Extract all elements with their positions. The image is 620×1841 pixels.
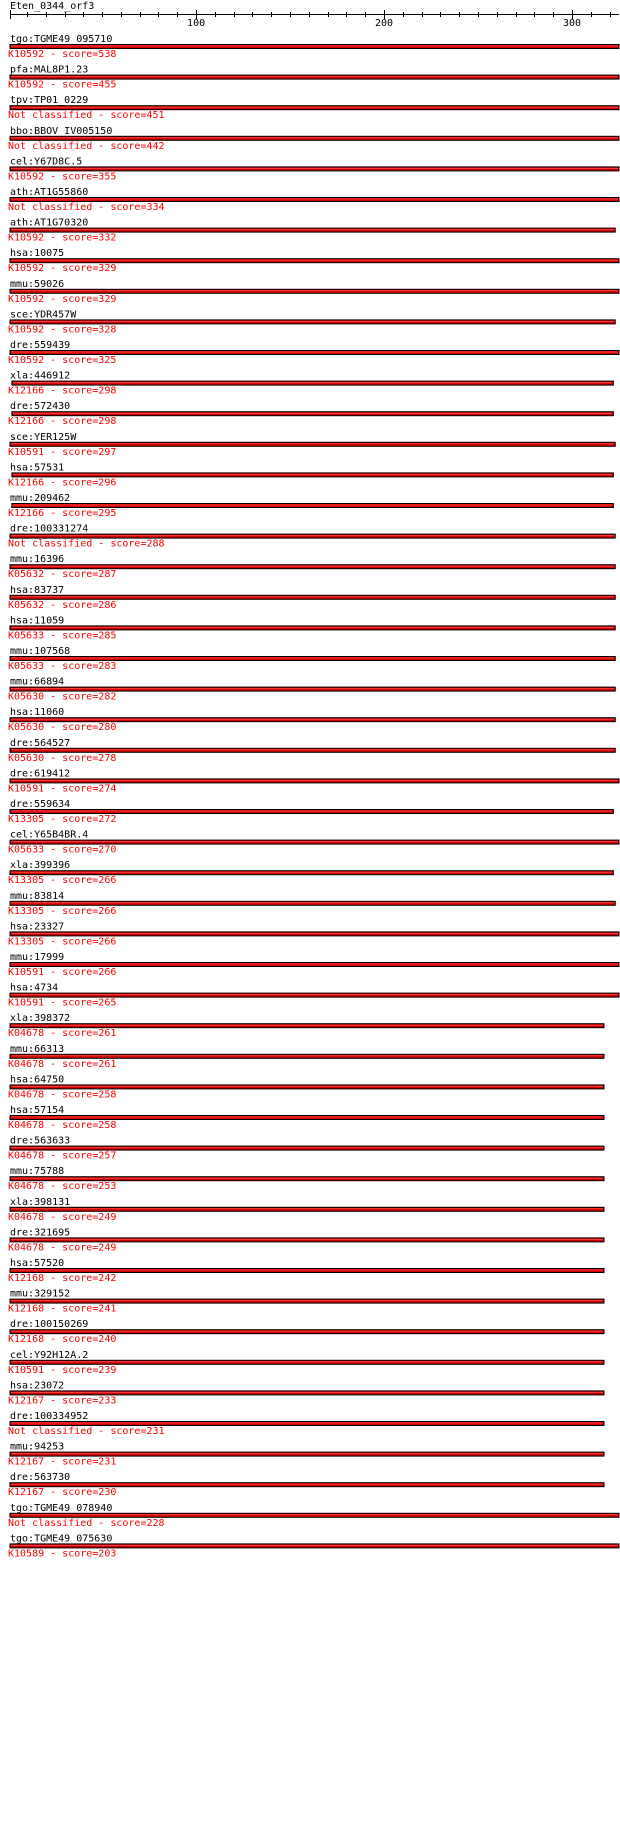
hit-row[interactable] [8,1044,604,1070]
hit-score-label: K12168 - score=242 [8,1273,117,1284]
hit-score-label: K10592 - score=355 [8,171,117,183]
hit-name: hsa:57154 [10,1105,65,1116]
hit-score-label: K10591 - score=266 [8,967,117,978]
hit-score-label: K10592 - score=329 [8,263,117,275]
hit-row[interactable] [8,738,615,764]
hit-row[interactable] [8,126,619,152]
hit-row[interactable] [8,615,615,641]
hit-score-label: K04678 - score=249 [8,1242,117,1254]
hit-name: hsa:57520 [10,1258,65,1269]
hit-name: pfa:MAL8P1.23 [10,64,89,76]
hit-name: mmu:66313 [10,1043,65,1055]
hit-score-label: K12166 - score=295 [8,508,117,519]
hit-score-label: K12166 - score=298 [8,416,117,428]
hit-row[interactable] [8,340,619,366]
hit-name: mmu:75788 [10,1166,65,1178]
hit-score-label: K05630 - score=278 [8,752,117,764]
hit-list [8,34,619,1559]
hit-row[interactable] [8,309,615,335]
hit-score-label: K13305 - score=266 [8,905,117,917]
hit-score-label: K13305 - score=272 [8,814,117,825]
hit-score-label: K04678 - score=258 [8,1089,117,1101]
hit-name: dre:100150269 [10,1319,89,1331]
hit-row[interactable] [8,1442,604,1468]
hit-score-label: K12166 - score=298 [8,385,117,397]
hit-row[interactable] [8,432,615,458]
position-ruler [10,10,619,29]
hit-score-label: K05633 - score=270 [8,844,117,856]
hit-row[interactable] [8,462,613,488]
hit-row[interactable] [8,1227,604,1253]
query-title: Eten_0344_orf3 [10,1,95,12]
hit-score-label: K10592 - score=538 [8,49,117,60]
hit-name: dre:100331274 [10,523,89,535]
hit-row[interactable] [8,1472,604,1498]
hit-row[interactable] [8,952,619,978]
hit-score-label: K12168 - score=241 [8,1303,117,1315]
hit-score-label: K10589 - score=203 [8,1548,117,1560]
hit-score-label: Not classified - score=288 [8,538,165,550]
hit-name: cel:Y92H12A.2 [10,1349,89,1361]
hit-name: xla:398131 [10,1196,71,1208]
hit-name: cel:Y67D8C.5 [10,156,83,168]
hit-name: mmu:66894 [10,676,65,688]
hit-row[interactable] [8,585,615,611]
hit-row[interactable] [8,1289,604,1315]
hit-name: dre:563730 [10,1472,71,1484]
hit-score-label: K12166 - score=296 [8,477,117,489]
hit-name: sce:YER125W [10,431,77,443]
hit-score-label: K05633 - score=283 [8,661,117,672]
hit-score-label: K04678 - score=261 [8,1058,117,1070]
ruler-tick-label: 300 [562,18,582,29]
hit-name: tpv:TP01_0229 [10,95,89,107]
hit-name: hsa:23072 [10,1380,65,1392]
hit-row[interactable] [8,677,615,703]
hit-row[interactable] [8,156,619,182]
hit-score-label: K04678 - score=258 [8,1120,117,1131]
hit-name: xla:446912 [10,370,71,382]
hit-row[interactable] [8,95,619,121]
hit-name: ath:AT1G70320 [10,217,89,229]
hit-row[interactable] [8,1136,604,1162]
hit-score-label: K04678 - score=257 [8,1150,117,1162]
hit-row[interactable] [8,371,613,397]
hit-row[interactable] [8,983,619,1009]
hit-row[interactable] [8,187,619,213]
hit-name: ath:AT1G55860 [10,187,89,198]
hit-name: hsa:10075 [10,248,65,260]
hit-name: mmu:329152 [10,1288,71,1300]
hit-name: dre:563633 [10,1135,71,1147]
hit-name: hsa:4734 [10,982,59,994]
hit-row[interactable] [8,830,619,856]
hit-name: mmu:83814 [10,890,65,902]
hit-name: xla:398372 [10,1013,71,1025]
hit-score-label: K10592 - score=329 [8,293,117,305]
hit-name: hsa:11059 [10,615,65,627]
hit-score-label: K04678 - score=261 [8,1028,117,1040]
hit-row[interactable] [8,646,615,672]
hit-name: mmu:94253 [10,1441,65,1453]
hit-name: mmu:209462 [10,493,71,504]
hit-name: mmu:17999 [10,952,65,963]
hit-score-label: K05632 - score=286 [8,599,117,611]
hit-row[interactable] [8,1533,619,1559]
hit-row[interactable] [8,1074,604,1100]
hit-row[interactable] [8,1166,604,1192]
hit-score-label: K12167 - score=231 [8,1456,117,1468]
hit-score-label: K13305 - score=266 [8,936,117,948]
hit-name: hsa:64750 [10,1074,65,1086]
hit-score-label: K10591 - score=265 [8,997,117,1009]
hit-row[interactable] [8,1503,619,1529]
hit-row[interactable] [8,1258,604,1284]
hit-score-label: K10592 - score=325 [8,355,117,366]
hit-score-label: Not classified - score=451 [8,110,165,122]
hit-name: mmu:107568 [10,646,71,657]
hit-name: dre:564527 [10,737,71,749]
hit-row[interactable] [8,921,619,947]
hit-score-label: Not classified - score=231 [8,1426,165,1437]
hit-score-label: K12167 - score=233 [8,1395,117,1407]
hit-row[interactable] [8,34,619,60]
hit-score-label: Not classified - score=228 [8,1517,165,1529]
hit-score-label: Not classified - score=334 [8,202,165,213]
hit-score-label: K12168 - score=240 [8,1334,117,1346]
hit-score-label: K04678 - score=253 [8,1181,117,1193]
hit-name: sce:YDR457W [10,309,77,321]
hit-row[interactable] [8,401,613,427]
hit-name: tgo:TGME49_078940 [10,1502,113,1514]
hit-row[interactable] [8,1411,604,1437]
hit-row[interactable] [8,1380,604,1406]
hit-row[interactable] [8,1013,604,1039]
hit-row[interactable] [8,768,619,794]
hit-score-label: K10591 - score=239 [8,1364,117,1376]
hit-score-label: Not classified - score=442 [8,140,165,152]
hit-name: hsa:23327 [10,921,65,933]
ruler-tick-label: 200 [375,18,394,29]
hit-name: hsa:83737 [10,584,65,596]
hit-score-label: K10592 - score=332 [8,232,117,244]
hit-score-label: K04678 - score=249 [8,1211,117,1223]
hit-name: dre:572430 [10,401,71,413]
hit-name: dre:559634 [10,799,71,810]
hit-name: mmu:59026 [10,278,65,290]
hit-row[interactable] [8,554,615,580]
hit-score-label: K10592 - score=328 [8,324,117,336]
hit-score-label: K05632 - score=287 [8,569,117,581]
hit-row[interactable] [8,65,619,91]
hit-row[interactable] [8,1350,604,1376]
hit-score-label: K10591 - score=297 [8,446,117,458]
hit-score-label: K12167 - score=230 [8,1487,117,1499]
ruler-tick-label: 100 [187,18,206,29]
hit-row[interactable] [8,707,615,733]
hit-name: dre:619412 [10,768,71,780]
hit-name: tgo:TGME49_075630 [10,1533,113,1545]
hit-row[interactable] [8,1197,604,1223]
hit-row[interactable] [8,799,613,825]
hit-name: xla:399396 [10,860,71,872]
hit-name: dre:100334952 [10,1411,89,1422]
hit-row[interactable] [8,524,615,550]
hit-name: hsa:57531 [10,462,65,474]
hit-row[interactable] [8,218,615,244]
hit-name: cel:Y65B4BR.4 [10,829,89,841]
hit-row[interactable] [8,1105,604,1131]
hit-row[interactable] [8,891,615,917]
hit-name: mmu:16396 [10,554,65,566]
hit-row[interactable] [8,860,613,886]
hit-name: bbo:BBOV_IV005150 [10,125,113,137]
hit-score-label: K10592 - score=455 [8,79,117,91]
hit-name: dre:321695 [10,1227,71,1239]
hit-score-label: K05630 - score=280 [8,722,117,734]
hit-name: tgo:TGME49_095710 [10,34,113,45]
hit-name: dre:559439 [10,340,71,351]
hit-row[interactable] [8,1319,604,1345]
hit-row[interactable] [8,493,613,519]
hit-row[interactable] [8,279,619,305]
hit-row[interactable] [8,248,619,274]
hit-score-label: K10591 - score=274 [8,783,117,795]
hit-score-label: K13305 - score=266 [8,875,117,887]
hit-name: hsa:11060 [10,707,65,719]
hit-score-label: K05633 - score=285 [8,630,117,642]
hit-score-label: K05630 - score=282 [8,691,117,703]
